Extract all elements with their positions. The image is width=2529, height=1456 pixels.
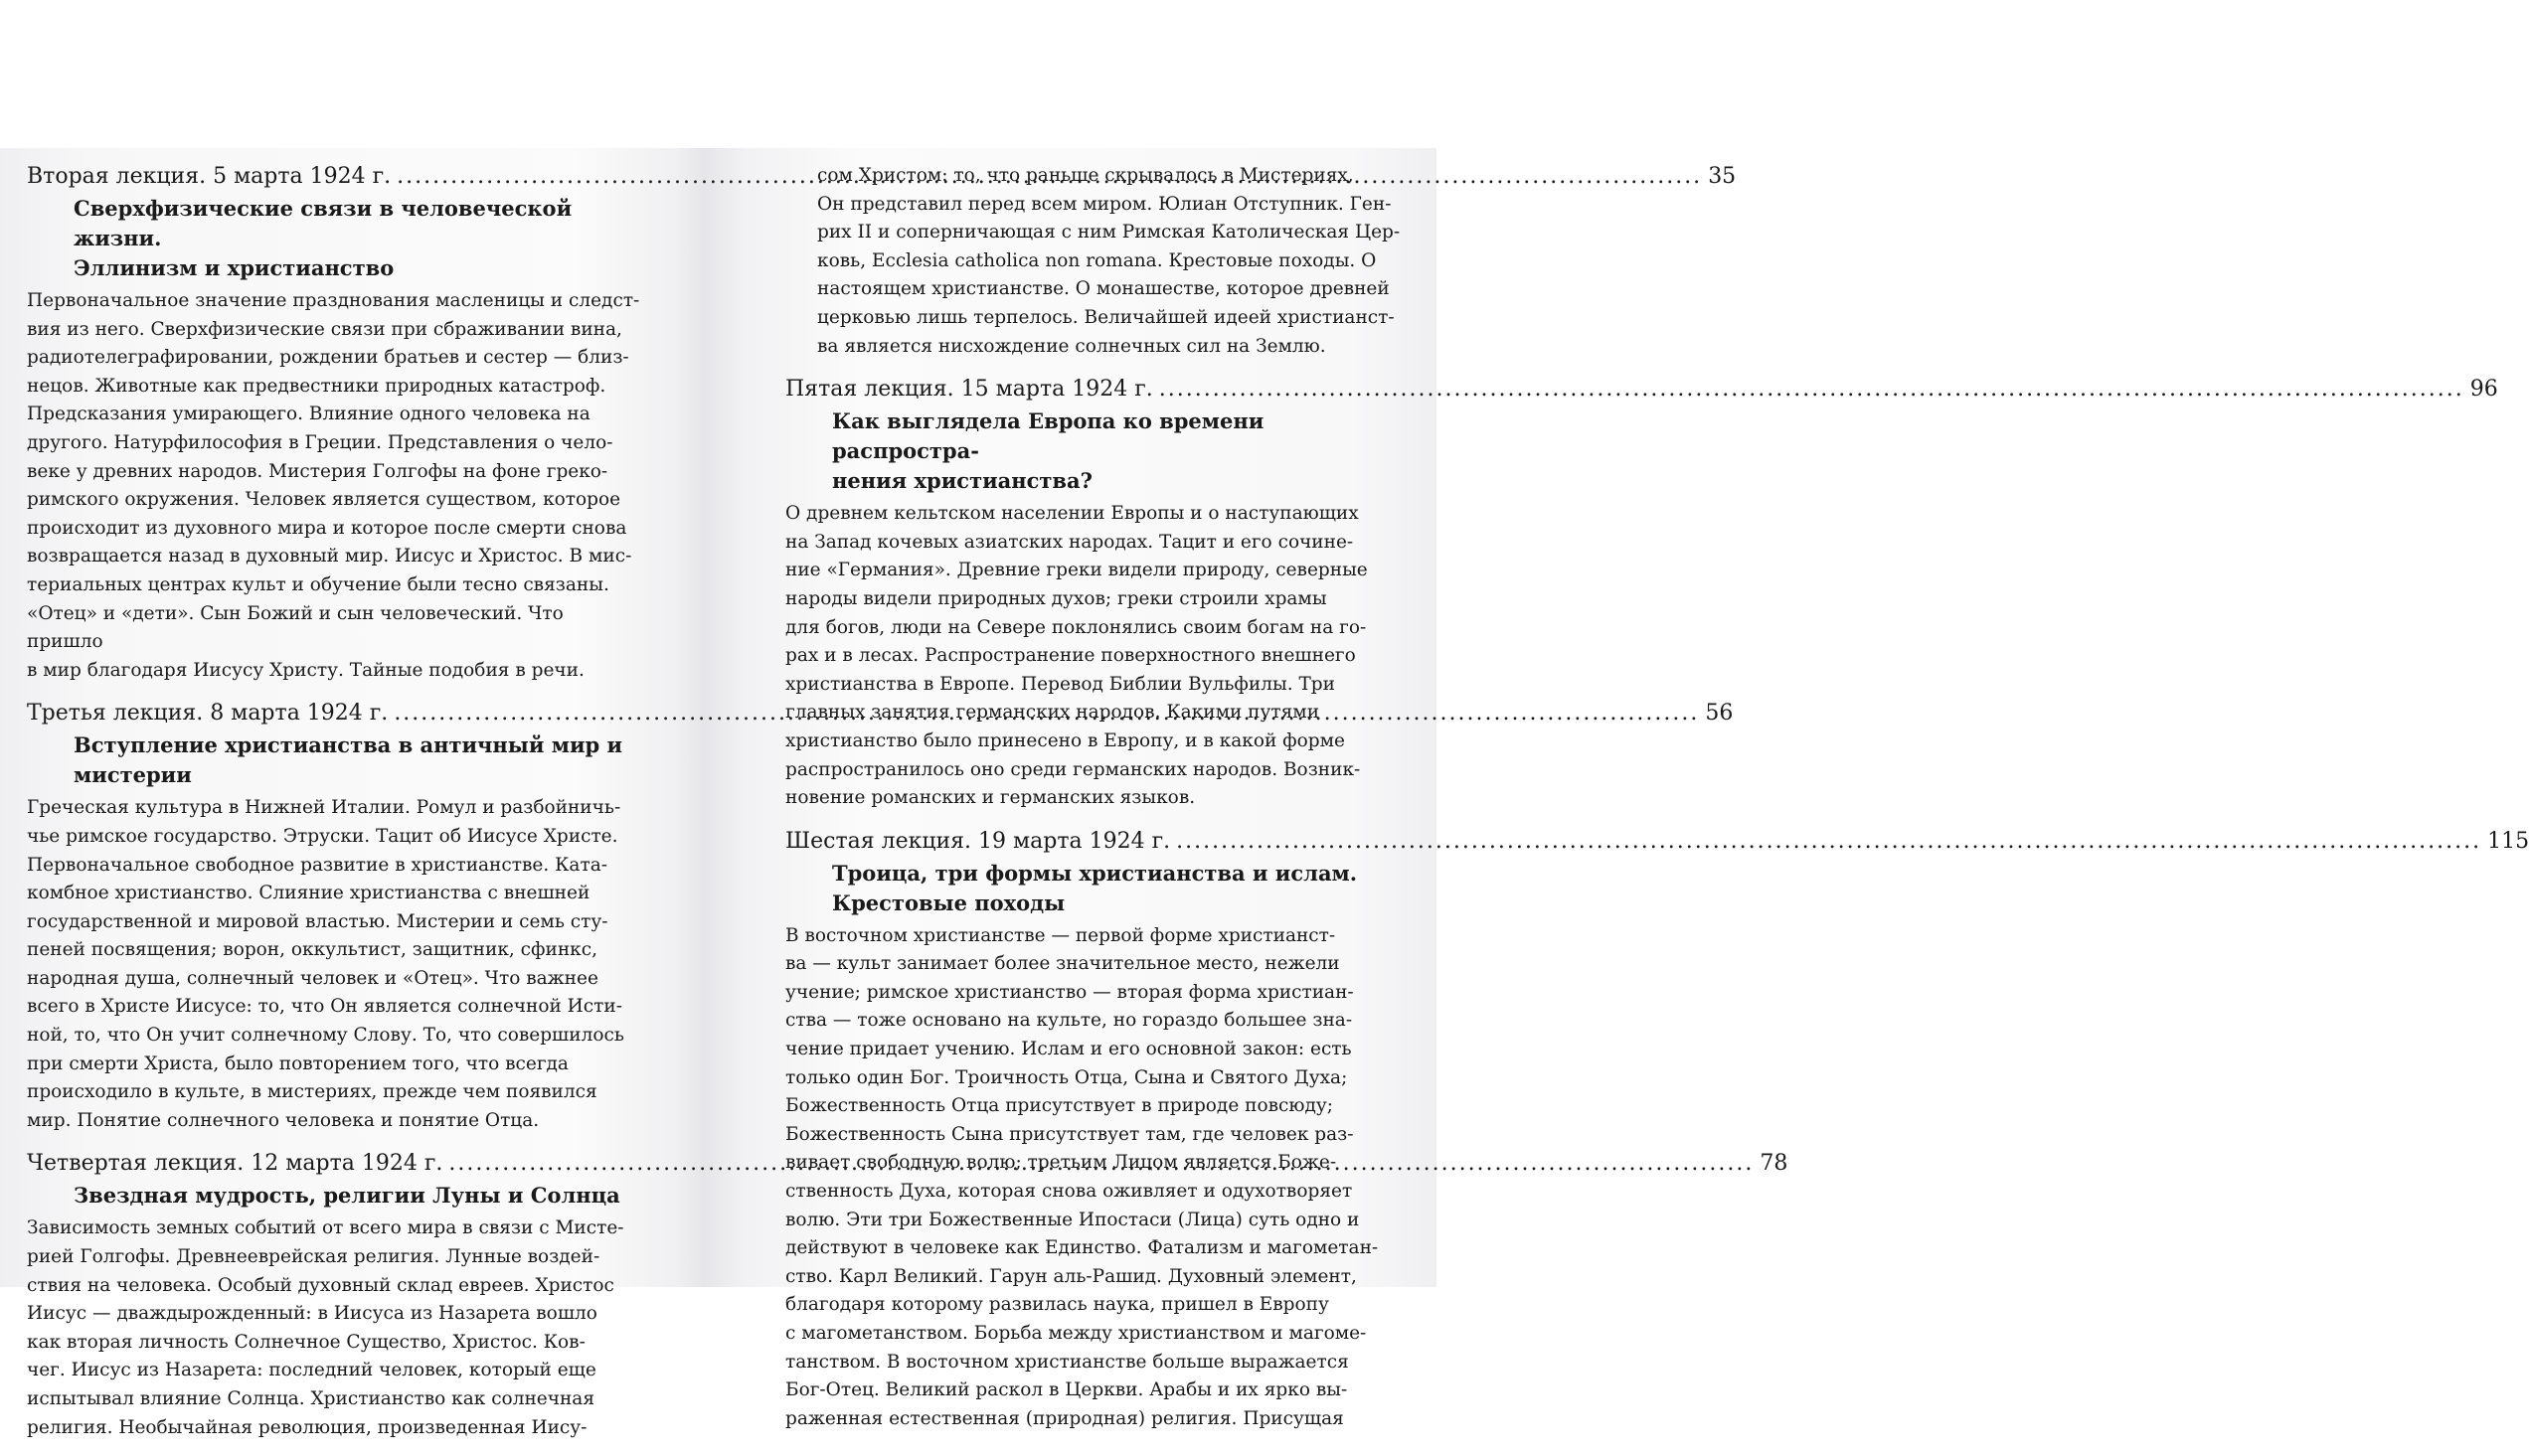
lecture-title: Вступление христианства в античный мир и мистерии (74, 732, 623, 788)
lecture-heading (785, 375, 2498, 404)
lecture-date: Пятая лекция. 15 марта 1924 г. (785, 377, 1153, 403)
lecture-date: Шестая лекция. 19 марта 1924 г. (785, 828, 1171, 854)
dot-leader (1159, 375, 2464, 404)
lecture-title: Как выглядела Европа ко времени распростра- нения христианства? (832, 408, 1264, 494)
lecture-heading (785, 827, 2529, 857)
lecture-title: Звездная мудрость, религии Луны и Солнца (74, 1183, 620, 1209)
lecture-title: Троица, три формы христианства и ислам. Крестовые походы (832, 860, 1358, 915)
page-number: 35 (1708, 164, 1737, 189)
page-number: 56 (1705, 701, 1734, 727)
lecture-summary: Первоначальное значение празднования масленицы и следст- вия из него. Сверхфизические связи при сбраживании вина, радиотелеграфировании, рождении братьев и сестер — близ- нецов. Животные как предвестники природных катастроф. Предсказания умирающего. Влияние одного человека на другого. Натурфилософия в Греции. Представления о чело- веке у древних народов. Мистерия Голгофы на фоне греко- римского окружения. Человек является существом, которое происходит из духовного мира и которое после смерти снова возвращается назад в духовный мир. Иисус и Христос. В мис- териальных центрах культ и обучение были тесно связаны. «Отец» и «дети». Сын Божий и сын человеческий. Что пришло в мир благодаря Иисусу Христу. Тайные подобия в речи. (27, 290, 640, 681)
lecture-heading (27, 1149, 1788, 1179)
lecture-heading (27, 162, 1737, 192)
lecture-summary: Греческая культура в Нижней Италии. Ромул и разбойничь- чье римское государство. Этруски. Тацит об Иисусе Христе. Первоначальное свободное развитие в христианстве. Ката- комбное христианство. Слияние христианства с внешней государственной и мировой властью. Мистерии и семь сту- пеней посвящения; ворон, оккультист, защитник, сфинкс, народная душа, солнечный человек и «Отец». Что важнее всего в Христе Иисусе: то, что Он является солнечной Исти- ной, то, что Он учит солнечному Слову. То, что совершилось при смерти Христа, было повторением того, что всегда происходило в культе, в мистериях, прежде чем появился мир. Понятие солнечного человека и понятие Отца. (27, 797, 624, 1131)
page-number: 78 (1760, 1151, 1788, 1177)
lecture-date: Вторая лекция. 5 марта 1924 г. (27, 164, 392, 189)
page-number: 96 (2469, 377, 2498, 403)
lecture-date: Третья лекция. 8 марта 1924 г. (27, 701, 389, 727)
lecture-summary: Зависимость земных событий от всего мира в связи с Мисте- рией Голгофы. Древнееврейская религия. Лунные воздей- ствия на человека. Особый духовный склад евреев. Христос Иисус — дваждырожденный: в Иисуса из Назарета вошло как вторая личность Солнечное Существо, Христос. Ков- чег. Иисус из Назарета: последний человек, который еще испытывал влияние Солнца. Христианство как солнечная религия. Необычайная революция, произведенная Иису- (27, 1217, 624, 1438)
toc-entry-continuation (785, 162, 1410, 361)
lecture-summary: О древнем кельтском населении Европы и о наступающих на Запад кочевых азиатских народах. Тацит и его сочине- ние «Германия». Древние греки видели природу, северные народы видели природных духов; греки строили храмы для богов, люди на Севере поклонялись своим богам на го- рах и в лесах. Распространение поверхностного внешнего христианства в Европе. Перевод Библии Вульфилы. Три главных занятия германских народов. Какими путями христианство было принесено в Европу, и в какой форме распространилось оно среди германских народов. Возник- новение романских и германских языков. (785, 503, 1368, 809)
page-number: 115 (2487, 828, 2529, 854)
lecture-title: Сверхфизические связи в человеческой жизни. Эллинизм и христианство (74, 196, 573, 280)
lecture-summary: В восточном христианстве — первой форме христианст- ва — культ занимает более значительное место, нежели учение; римское христианство — вторая форма христиан- ства — тоже основано на культе, но гораздо большее зна- чение придает учению. Ислам и его основной закон: есть только один Бог. Троичность Отца, Сына и Святого Духа; Божественность Отца присутствует в природе повсюду; Божественность Сына присутствует там, где человек раз- вивает свободную волю; третьим Лицом является Боже- ственность Духа, которая снова оживляет и одухотворяет волю. Эти три Божественные Ипостаси (Лица) суть одно и действуют в человеке как Единство. Фатализм и магометан- ство. Карл Великий. Гарун аль-Рашид. Духовный элемент, благодаря которому развилась наука, пришел в Европу с магометанством. Борьба между христианством и магоме- танством. В восточном христианстве больше выражается Бог-Отец. Великий раскол в Церкви. Арабы и их ярко вы- раженная естественная (природная) религия. Присущая (785, 924, 1379, 1429)
lecture-heading (27, 699, 1734, 728)
lecture-summary-continued: сом Христом: то, что раньше скрывалось в Мистериях, Он представил перед всем миром. Юлиан Отступник. Ген- рих II и соперничающая с ним Римская Католическая Цер- ковь, Ecclesia catholica non romana. Крестовые походы. О настоящем христианстве. О монашестве, которое древней церковью лишь терпелось. Величайшей идеей христианст- ва является нисхождение солнечных сил на Землю. (817, 165, 1401, 357)
dot-leader (1176, 827, 2481, 857)
book-spread (0, 148, 2529, 1438)
lecture-date: Четвертая лекция. 12 марта 1924 г. (27, 1151, 443, 1177)
